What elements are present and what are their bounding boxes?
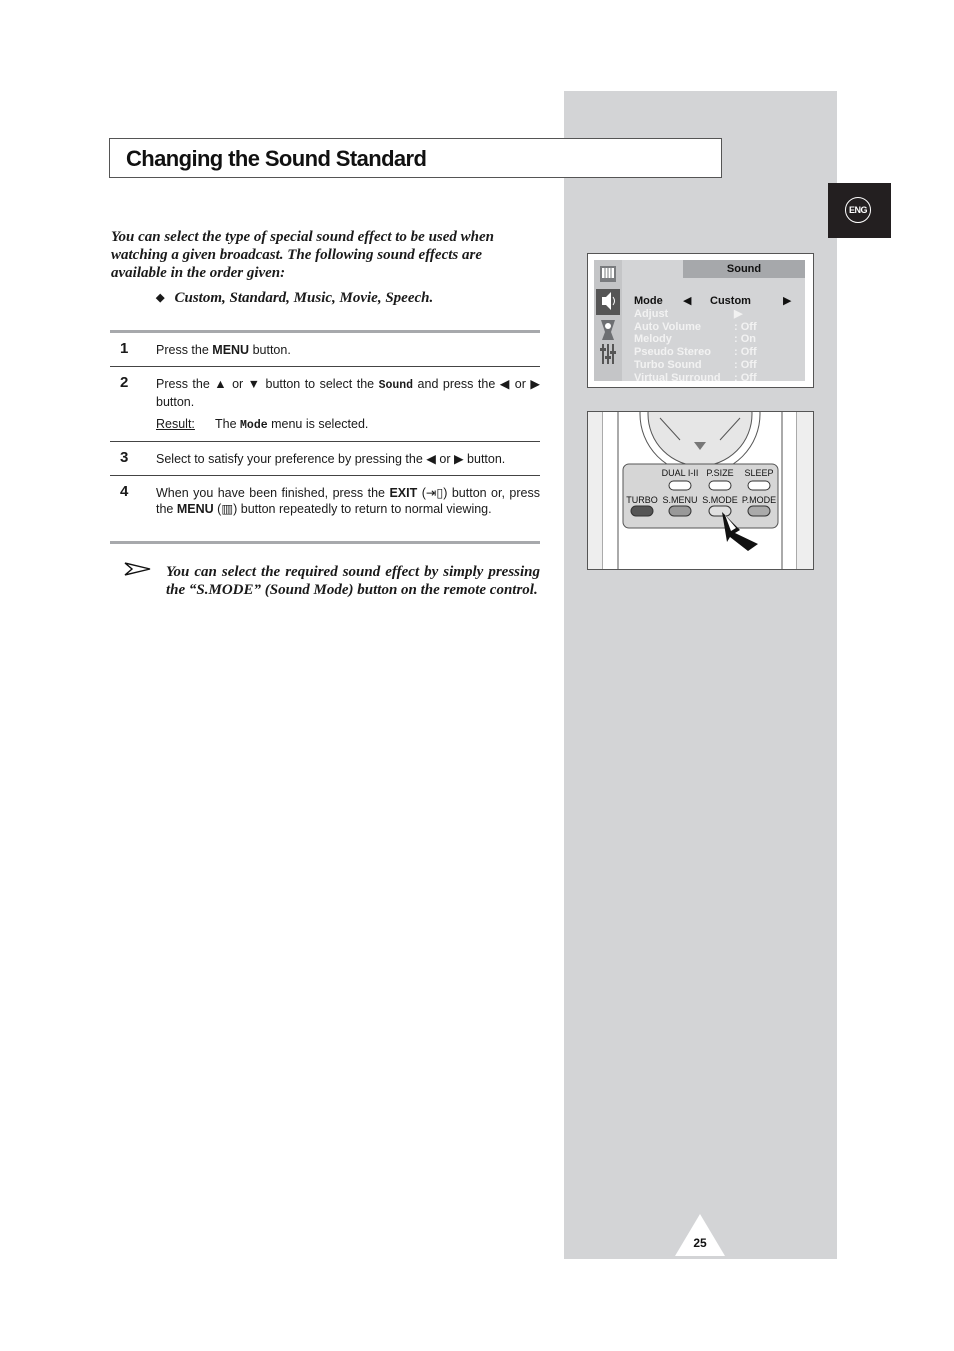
osd-row-value: ▶ bbox=[734, 308, 743, 320]
remote-label-dual: DUAL I-II bbox=[661, 468, 699, 478]
note-arrow-icon bbox=[124, 561, 152, 577]
step-2-result-label: Result: bbox=[156, 417, 195, 431]
osd-row-value: : On bbox=[734, 333, 756, 345]
osd-row-label: Auto Volume bbox=[634, 321, 702, 333]
rule-top bbox=[110, 330, 540, 333]
step-2-number: 2 bbox=[120, 374, 129, 391]
osd-mode-right-arrow: ▶ bbox=[783, 295, 792, 307]
effects-text: Custom, Standard, Music, Movie, Speech. bbox=[174, 290, 434, 306]
osd-header: Sound bbox=[683, 260, 805, 278]
osd-row-label: Virtual Surround bbox=[634, 372, 721, 384]
rule-1 bbox=[110, 366, 540, 367]
osd-icon-column bbox=[594, 260, 622, 381]
osd-mode-left-arrow: ◀ bbox=[683, 295, 692, 307]
effects-list bbox=[156, 290, 433, 307]
remote-label-psize: P.SIZE bbox=[706, 468, 734, 478]
page-number: 25 bbox=[693, 1236, 707, 1250]
step-3-text: Select to satisfy your preference by pressing the ◀ or ▶ button. bbox=[156, 452, 506, 466]
osd-sound-menu bbox=[587, 253, 814, 388]
remote-illustration bbox=[587, 411, 814, 570]
picture-menu-icon bbox=[600, 266, 616, 282]
remote-label-smenu: S.MENU bbox=[662, 495, 698, 505]
osd-row-label: Adjust bbox=[634, 308, 669, 320]
page-number-badge bbox=[675, 1214, 725, 1256]
step-2-result-text: The Mode menu is selected. bbox=[215, 417, 369, 432]
language-label: ENG bbox=[845, 197, 871, 223]
note-text: You can select the required sound effect by simply pressing the “S.MODE” (Sound Mode) button on the remote control. bbox=[166, 564, 540, 598]
remote-label-smode: S.MODE bbox=[702, 495, 738, 505]
remote-label-sleep: SLEEP bbox=[744, 468, 774, 478]
intro-paragraph: You can select the type of special sound effect to be used when watching a given broadcast. The following sound effects are available in the order given: bbox=[111, 229, 495, 281]
step-4-number: 4 bbox=[120, 483, 129, 500]
exit-icon: ⇥▯ bbox=[425, 486, 444, 500]
language-tab bbox=[828, 183, 891, 238]
step-1-number: 1 bbox=[120, 340, 129, 357]
setup-menu-icon bbox=[600, 344, 616, 364]
channel-menu-icon bbox=[601, 320, 615, 340]
remote-label-pmode: P.MODE bbox=[741, 495, 777, 505]
osd-row-value: : Off bbox=[734, 346, 757, 358]
rule-3 bbox=[110, 475, 540, 476]
sound-menu-icon bbox=[596, 289, 620, 315]
osd-row-value: : Off bbox=[734, 321, 757, 333]
osd-row-value: : Off bbox=[734, 359, 757, 371]
osd-mode-label: Mode bbox=[634, 295, 663, 307]
remote-top-buttons bbox=[669, 481, 770, 490]
rule-2 bbox=[110, 441, 540, 442]
osd-row-value: : Off bbox=[734, 372, 757, 384]
step-2-text: Press the ▲ or ▼ button to select the Sound and press the ◀ or ▶ button. bbox=[156, 377, 540, 409]
osd-mode-value: Custom bbox=[710, 295, 751, 307]
rule-bottom bbox=[110, 541, 540, 544]
osd-row-label: Turbo Sound bbox=[634, 359, 702, 371]
page-title: Changing the Sound Standard bbox=[126, 146, 427, 171]
step-4-text: When you have been finished, press the EXIT (⇥▯) button or, press the MENU (▥) button repeatedly to return to normal viewing. bbox=[156, 486, 540, 516]
diamond-bullet-icon: ◆ bbox=[156, 292, 165, 304]
step-1-text: Press the MENU button. bbox=[156, 343, 291, 357]
remote-label-turbo: TURBO bbox=[626, 495, 658, 505]
osd-row-label: Melody bbox=[634, 333, 672, 345]
title-box bbox=[109, 138, 722, 178]
menu-icon: ▥ bbox=[221, 502, 234, 516]
step-3-number: 3 bbox=[120, 449, 129, 466]
osd-row-label: Pseudo Stereo bbox=[634, 346, 712, 358]
